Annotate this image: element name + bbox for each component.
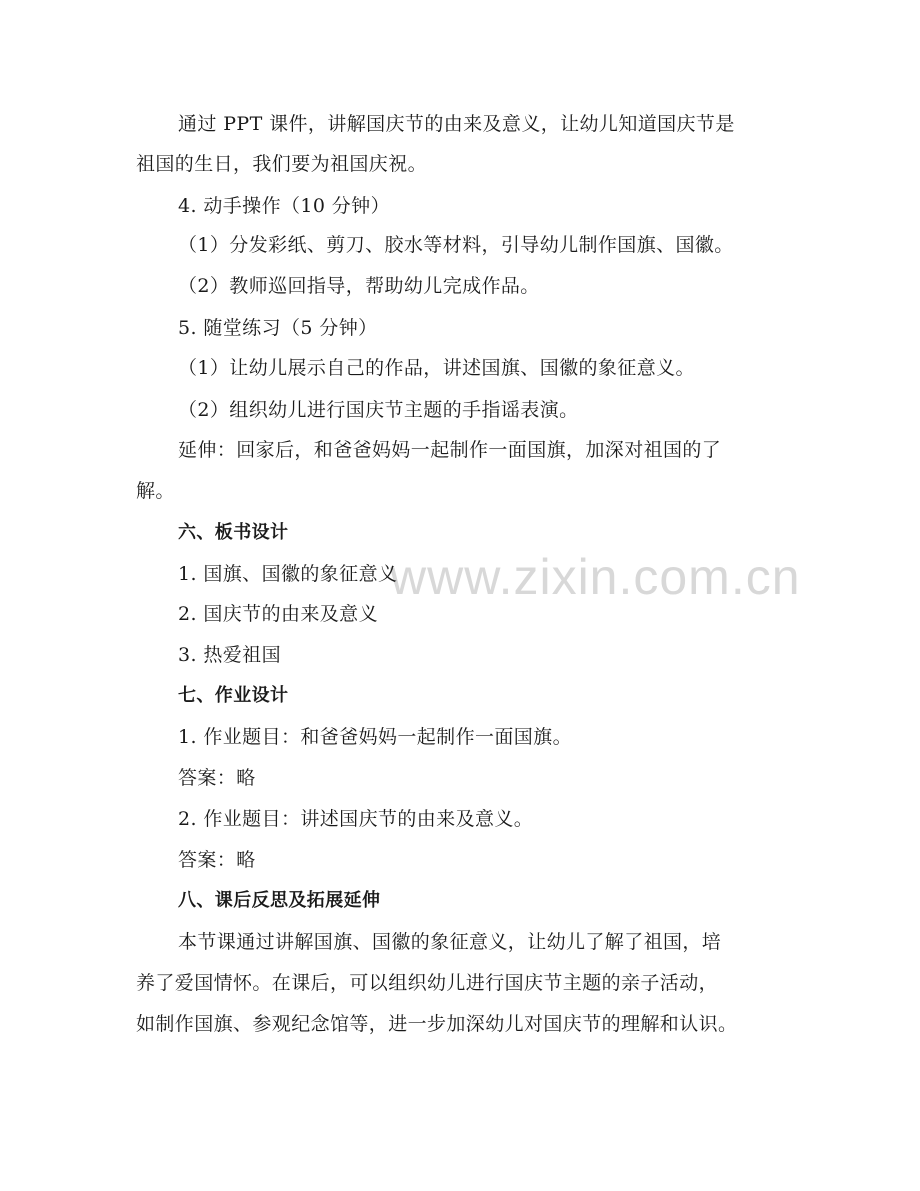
list-item: 1. 国旗、国徽的象征意义 bbox=[178, 563, 398, 585]
section-heading: 七、作业设计 bbox=[178, 685, 289, 706]
answer-text: 答案：略 bbox=[178, 767, 256, 789]
watermark-text: www.zixin.com.cn bbox=[390, 549, 801, 605]
section-heading: 八、课后反思及拓展延伸 bbox=[178, 890, 381, 911]
list-item: （2）教师巡回指导，帮助幼儿完成作品。 bbox=[178, 275, 540, 297]
step-heading: 5. 随堂练习（5 分钟） bbox=[178, 317, 378, 339]
paragraph-line: 养了爱国情怀。在课后，可以组织幼儿进行国庆节主题的亲子活动， bbox=[136, 972, 719, 994]
answer-text: 答案：略 bbox=[178, 849, 256, 871]
paragraph-line: 通过 PPT 课件，讲解国庆节的由来及意义，让幼儿知道国庆节是 bbox=[178, 113, 735, 135]
list-item: 2. 国庆节的由来及意义 bbox=[178, 603, 378, 625]
list-item: 2. 作业题目：讲述国庆节的由来及意义。 bbox=[178, 808, 534, 830]
paragraph-line: 如制作国旗、参观纪念馆等，进一步加深幼儿对国庆节的理解和认识。 bbox=[136, 1013, 738, 1035]
paragraph-line: 解。 bbox=[136, 480, 175, 502]
list-item: （1）让幼儿展示自己的作品，讲述国旗、国徽的象征意义。 bbox=[178, 357, 695, 379]
list-item: （2）组织幼儿进行国庆节主题的手指谣表演。 bbox=[178, 399, 579, 421]
step-heading: 4. 动手操作（10 分钟） bbox=[178, 195, 390, 217]
list-item: 1. 作业题目：和爸爸妈妈一起制作一面国旗。 bbox=[178, 726, 572, 748]
paragraph-line: 延伸：回家后，和爸爸妈妈一起制作一面国旗，加深对祖国的了 bbox=[178, 439, 722, 461]
paragraph-line: 祖国的生日，我们要为祖国庆祝。 bbox=[136, 153, 428, 175]
list-item: （1）分发彩纸、剪刀、胶水等材料，引导幼儿制作国旗、国徽。 bbox=[178, 234, 734, 256]
paragraph-line: 本节课通过讲解国旗、国徽的象征意义，让幼儿了解了祖国，培 bbox=[178, 931, 722, 953]
list-item: 3. 热爱祖国 bbox=[178, 644, 281, 666]
section-heading: 六、板书设计 bbox=[178, 522, 289, 543]
